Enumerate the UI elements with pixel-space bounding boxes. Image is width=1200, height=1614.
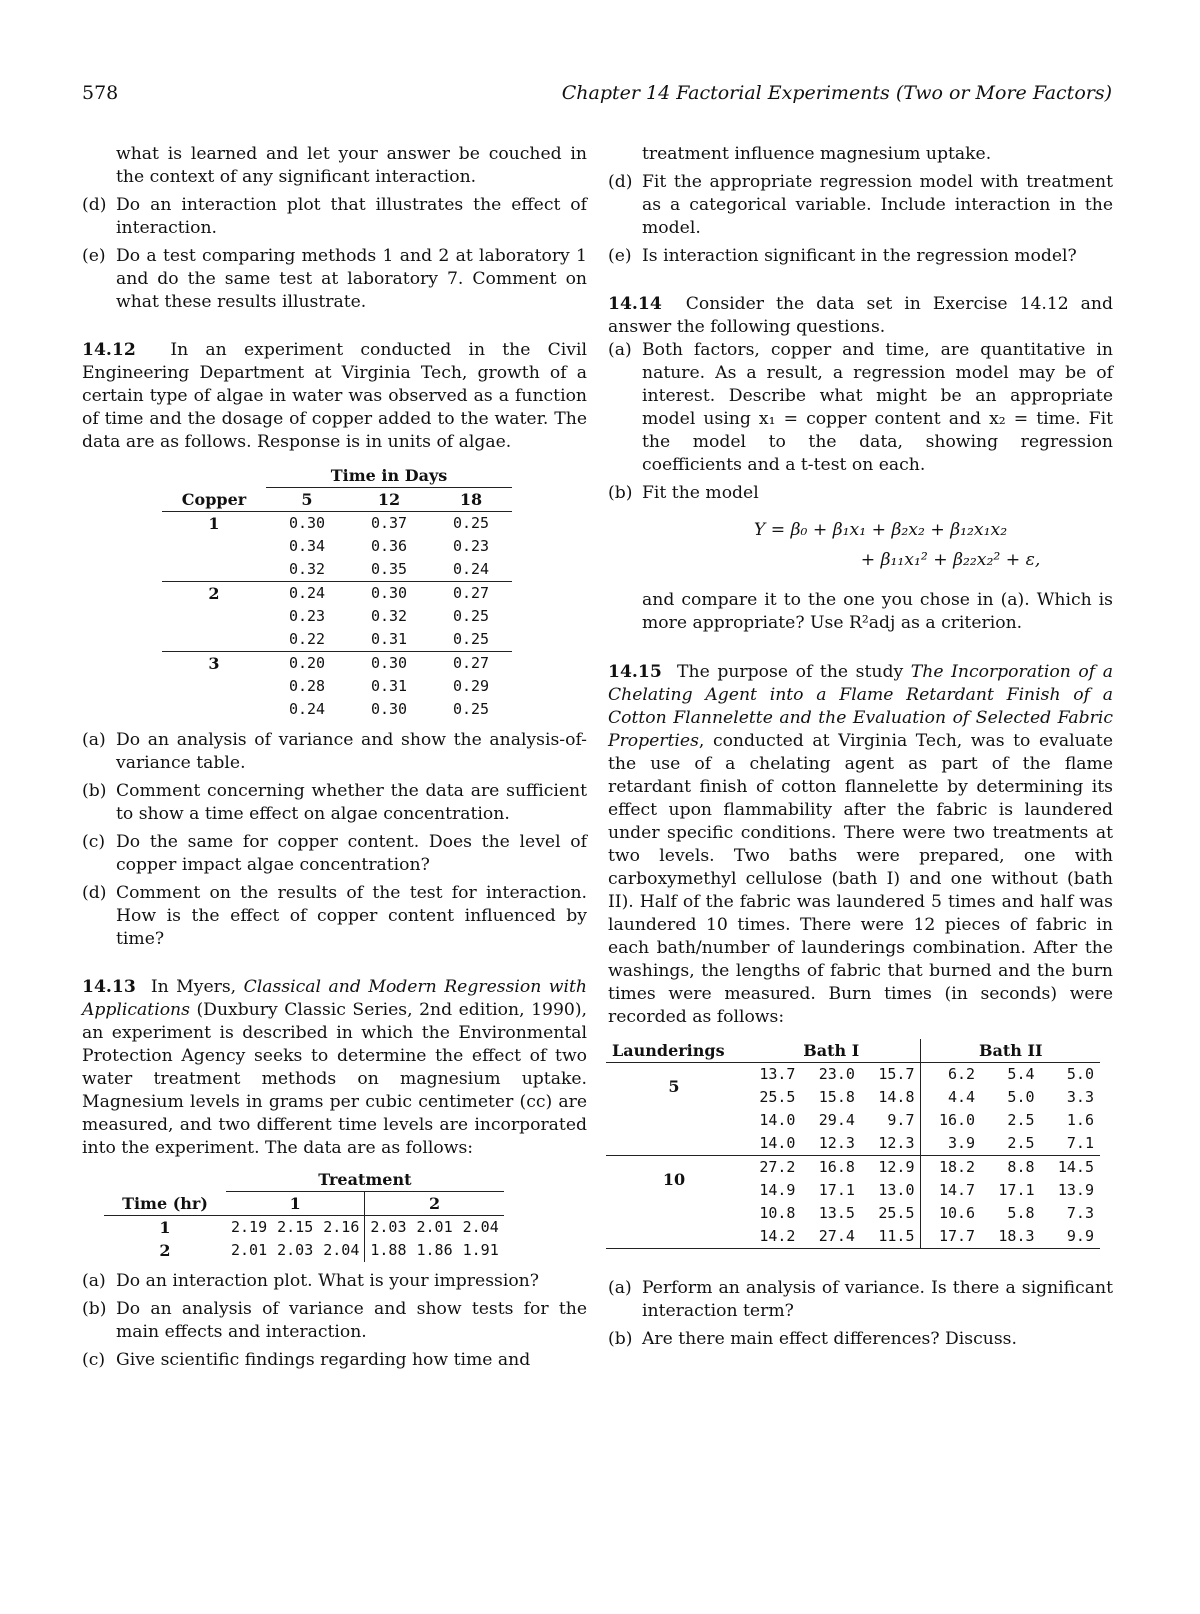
equation-line-1: Y = β₀ + β₁x₁ + β₂x₂ + β₁₂x₁x₂ xyxy=(753,520,1008,540)
table-cell: 2.03 xyxy=(277,1241,314,1259)
table-cell: 12.3 xyxy=(878,1134,915,1152)
table-cell: 25.5 xyxy=(878,1204,915,1222)
magnesium-table xyxy=(104,1168,504,1262)
table-cell: 5.0 xyxy=(1007,1088,1035,1106)
continued-text: treatment influence magnesium uptake. xyxy=(642,144,992,164)
table-cell: 0.30 xyxy=(288,514,326,532)
table-row xyxy=(162,605,512,628)
item-text: Fit the model xyxy=(642,483,759,503)
table-row xyxy=(162,558,512,582)
table-group-header: Time in Days xyxy=(266,464,512,488)
table-group-header: Treatment xyxy=(226,1168,504,1192)
list-item xyxy=(608,1277,1113,1323)
table-cell: 2.04 xyxy=(323,1241,360,1259)
table-cell: 1.91 xyxy=(462,1241,499,1259)
item-label: (b) xyxy=(82,1299,107,1319)
table-row-header: Time (hr) xyxy=(122,1193,208,1213)
table-cell: 14.2 xyxy=(759,1227,796,1245)
list-item xyxy=(82,245,587,314)
list-item xyxy=(608,1328,1113,1351)
table-row xyxy=(162,535,512,558)
table-cell: 18.2 xyxy=(921,1156,981,1180)
list-item xyxy=(82,1298,587,1344)
group-label: 5 xyxy=(668,1076,680,1096)
table-cell: 17.7 xyxy=(921,1225,981,1249)
table-cell: 11.5 xyxy=(878,1227,915,1245)
burn-times-table xyxy=(606,1039,1100,1249)
item-text: Do a test comparing methods 1 and 2 at laboratory 1 and do the same test at laboratory 7. Comment on what these results illustrate. xyxy=(116,246,587,312)
table-cell: 23.0 xyxy=(818,1065,855,1083)
table-cell: 0.23 xyxy=(288,607,326,625)
table-row xyxy=(162,652,512,676)
table-col-header: 5 xyxy=(301,490,313,509)
table-cell: 12.3 xyxy=(818,1134,855,1152)
table-cell: 5.0 xyxy=(1066,1065,1094,1083)
table-cell: 0.35 xyxy=(370,560,408,578)
table-col-header: 1 xyxy=(289,1194,301,1213)
table-row xyxy=(606,1063,1100,1087)
table-cell: 14.7 xyxy=(921,1179,981,1202)
table-cell: 25.5 xyxy=(759,1088,796,1106)
equation-line-2: + β₁₁x₁² + β₂₂x₂² + ε, xyxy=(860,550,1041,570)
item-label: (d) xyxy=(82,883,107,903)
table-cell: 0.27 xyxy=(430,652,512,676)
table-cell: 5.4 xyxy=(1007,1065,1035,1083)
table-cell: 1.86 xyxy=(416,1241,453,1259)
table-cell: 27.4 xyxy=(818,1227,855,1245)
item-text: Comment concerning whether the data are sufficient to show a time effect on algae concentration. xyxy=(116,781,587,824)
table-cell: 0.32 xyxy=(288,560,326,578)
table-row xyxy=(162,628,512,652)
exercise-14-13 xyxy=(82,976,587,1160)
table-row xyxy=(606,1132,1100,1156)
item-text: Do an analysis of variance and show the analysis-of-variance table. xyxy=(116,730,587,773)
table-cell: 13.5 xyxy=(818,1204,855,1222)
table-row xyxy=(162,698,512,721)
item-text: Fit the appropriate regression model with treatment as a categorical variable. Include interaction in the model. xyxy=(642,172,1113,238)
table-col-header: Bath II xyxy=(921,1039,1100,1063)
table-cell: 13.7 xyxy=(759,1065,796,1083)
exercise-number: 14.15 xyxy=(608,662,662,682)
table-cell: 10.8 xyxy=(759,1204,796,1222)
book-title: Classical and Modern Regression with Applications xyxy=(82,977,587,1020)
table-cell: 5.8 xyxy=(1007,1204,1035,1222)
table-cell: 0.20 xyxy=(266,652,348,676)
table-cell: 0.30 xyxy=(348,652,430,676)
table-cell: 10.6 xyxy=(921,1202,981,1225)
table-cell: 7.1 xyxy=(1066,1134,1094,1152)
table-cell: 14.8 xyxy=(878,1088,915,1106)
table-row xyxy=(104,1239,504,1262)
table-row xyxy=(162,675,512,698)
table-cell: 1.6 xyxy=(1066,1111,1094,1129)
list-item xyxy=(82,780,587,826)
item-text: Do an analysis of variance and show tests for the main effects and interaction. xyxy=(116,1299,587,1342)
table-cell: 17.1 xyxy=(818,1181,855,1199)
table-cell: 2.5 xyxy=(1007,1134,1035,1152)
table-cell: 0.28 xyxy=(288,677,326,695)
item-text: Comment on the results of the test for interaction. How is the effect of copper content influenced by time? xyxy=(116,883,587,949)
table-cell: 0.31 xyxy=(370,630,408,648)
table-cell: 0.24 xyxy=(266,582,348,606)
table-cell: 18.3 xyxy=(998,1227,1035,1245)
table-cell: 2.04 xyxy=(462,1218,499,1236)
table-cell: 13.0 xyxy=(878,1181,915,1199)
table-cell: 0.25 xyxy=(452,514,490,532)
table-cell: 0.32 xyxy=(370,607,408,625)
table-cell: 14.5 xyxy=(1057,1158,1094,1176)
group-label: 10 xyxy=(662,1169,686,1189)
list-item xyxy=(82,1349,587,1372)
exercise-14-15 xyxy=(608,661,1113,1029)
group-label: 1 xyxy=(208,514,220,533)
table-cell: 17.1 xyxy=(998,1181,1035,1199)
exercise-number: 14.13 xyxy=(82,977,136,997)
table-cell: 6.2 xyxy=(921,1063,981,1087)
table-row xyxy=(162,582,512,606)
item-label: (d) xyxy=(608,172,633,192)
table-cell: 2.19 xyxy=(231,1218,268,1236)
item-label: (e) xyxy=(82,246,106,266)
list-item xyxy=(82,831,587,877)
table-cell: 0.29 xyxy=(452,677,490,695)
table-cell: 9.7 xyxy=(887,1111,915,1129)
item-text: Perform an analysis of variance. Is there a significant interaction term? xyxy=(642,1278,1113,1321)
item-label: (a) xyxy=(608,1278,632,1298)
table-row-header: Copper xyxy=(181,489,247,509)
table-cell: 0.30 xyxy=(348,582,430,606)
exercise-text: In an experiment conducted in the Civil Engineering Department at Virginia Tech, growth of a certain type of algae in water was observed as a function of time and the dosage of copper added to the water. The data are as follows. Response is in units of algae. xyxy=(82,340,587,452)
item-label: (c) xyxy=(82,1350,106,1370)
chapter-title: Chapter 14 Factorial Experiments (Two or More Factors) xyxy=(561,82,1112,104)
table-col-header: 2 xyxy=(365,1192,504,1216)
item-label: (b) xyxy=(608,1329,633,1349)
exercise-14-12 xyxy=(82,339,587,454)
table-cell: 1.88 xyxy=(365,1239,412,1262)
table-cell: 14.9 xyxy=(759,1181,796,1199)
table-col-header: 18 xyxy=(459,490,483,509)
page-number: 578 xyxy=(82,82,119,104)
table-cell: 3.3 xyxy=(1066,1088,1094,1106)
exercise-text: , conducted at Virginia Tech, was to evaluate the use of a chelating agent as part of the flame retardant finish of cotton flannelette by determining its effect upon flammability after the fabric is laundered under specific conditions. There were two treatments at two levels. Two baths were prepared, one with carboxymethyl cellulose (bath I) and one without (bath II). Half of the fabric was laundered 5 times and half was laundered 10 times. There were 12 pieces of fabric in each bath/number of launderings combination. After the washings, the lengths of fabric that burned and the burn times were measured. Burn times (in seconds) were recorded as follows: xyxy=(608,731,1113,1027)
table-cell: 0.24 xyxy=(288,700,326,718)
table-cell: 2.16 xyxy=(323,1218,360,1236)
item-label: (b) xyxy=(608,483,633,503)
table-cell: 29.4 xyxy=(818,1111,855,1129)
item-label: (d) xyxy=(82,195,107,215)
table-cell: 0.30 xyxy=(370,700,408,718)
continued-text: what is learned and let your answer be couched in the context of any significant interaction. xyxy=(116,144,587,187)
group-label: 2 xyxy=(162,582,266,606)
list-item xyxy=(82,882,587,951)
item-label: (e) xyxy=(608,246,632,266)
table-col-header: Bath I xyxy=(803,1041,860,1060)
table-cell: 4.4 xyxy=(921,1086,981,1109)
table-cell: 0.24 xyxy=(452,560,490,578)
table-cell: 0.25 xyxy=(452,607,490,625)
table-cell: 0.22 xyxy=(288,630,326,648)
item-label: (a) xyxy=(608,340,632,360)
table-col-header: 12 xyxy=(377,490,401,509)
table-cell: 14.0 xyxy=(759,1111,796,1129)
table-cell: 15.8 xyxy=(818,1088,855,1106)
item-text: Do an interaction plot that illustrates the effect of interaction. xyxy=(116,195,587,238)
table-cell: 0.25 xyxy=(452,700,490,718)
table-cell: 12.9 xyxy=(878,1158,915,1176)
list-item xyxy=(608,482,1113,505)
table-cell: 0.23 xyxy=(452,537,490,555)
table-row xyxy=(606,1202,1100,1225)
exercise-number: 14.12 xyxy=(82,340,136,360)
item-label: (b) xyxy=(82,781,107,801)
table-cell: 2.03 xyxy=(365,1216,412,1240)
table-cell: 27.2 xyxy=(759,1158,796,1176)
exercise-text: Consider the data set in Exercise 14.12 and answer the following questions. xyxy=(608,294,1113,337)
table-cell: 0.36 xyxy=(370,537,408,555)
table-cell: 15.7 xyxy=(878,1065,915,1083)
table-cell: 0.27 xyxy=(430,582,512,606)
table-cell: 0.34 xyxy=(288,537,326,555)
regression-equation xyxy=(608,519,1113,579)
study-title: The Incorporation of a Chelating Agent into a Flame Retardant Finish of a Cotton Flannelette and the Evaluation of Selected Fabric Properties xyxy=(608,662,1113,751)
table-cell: 2.01 xyxy=(416,1218,453,1236)
exercise-text: The purpose of the study xyxy=(677,662,911,682)
table-cell: 16.8 xyxy=(818,1158,855,1176)
list-item xyxy=(82,729,587,775)
table-cell: 2.01 xyxy=(231,1241,268,1259)
algae-table xyxy=(162,464,512,721)
item-text: Do the same for copper content. Does the level of copper impact algae concentration? xyxy=(116,832,587,875)
row-label: 2 xyxy=(159,1241,171,1260)
table-cell: 13.9 xyxy=(1057,1181,1094,1199)
item-text: Both factors, copper and time, are quantitative in nature. As a result, a regression model may be of interest. Describe what might be an appropriate model using x₁ = copper content and x₂ = time. Fit the model to the data, showing regression coefficients and a t-test on each. xyxy=(642,340,1113,475)
list-item xyxy=(82,194,587,240)
list-item xyxy=(608,245,1113,268)
table-row-header: Launderings xyxy=(612,1041,725,1060)
exercise-text: In Myers, xyxy=(150,977,244,997)
group-label: 3 xyxy=(162,652,266,676)
table-cell: 2.5 xyxy=(1007,1111,1035,1129)
exercise-text: (Duxbury Classic Series, 2nd edition, 1990), an experiment is described in which the Environmental Protection Agency seeks to determine the effect of two water treatment methods on magnesium uptake. Magnesium levels in grams per cubic centimeter (cc) are measured, and two different time levels are incorporated into the experiment. The data are as follows: xyxy=(82,1000,587,1158)
item-text: Do an interaction plot. What is your impression? xyxy=(116,1271,539,1291)
right-column xyxy=(608,143,1113,1356)
item-text: Is interaction significant in the regression model? xyxy=(642,246,1077,266)
left-column xyxy=(82,143,587,1377)
item-label: (c) xyxy=(82,832,106,852)
exercise-number: 14.14 xyxy=(608,294,662,314)
table-row xyxy=(104,1216,504,1240)
row-label: 1 xyxy=(159,1218,171,1237)
after-equation-text: and compare it to the one you chose in (a). Which is more appropriate? Use R²adj as a criterion. xyxy=(642,590,1113,633)
table-cell: 0.37 xyxy=(370,514,408,532)
table-row xyxy=(606,1156,1100,1180)
table-cell: 16.0 xyxy=(921,1109,981,1132)
table-row xyxy=(162,512,512,536)
table-cell: 2.15 xyxy=(277,1218,314,1236)
item-label: (a) xyxy=(82,1271,106,1291)
table-cell: 0.25 xyxy=(452,630,490,648)
table-cell: 0.31 xyxy=(370,677,408,695)
list-item xyxy=(82,1270,587,1293)
table-cell: 14.0 xyxy=(759,1134,796,1152)
exercise-14-14 xyxy=(608,293,1113,339)
table-cell: 9.9 xyxy=(1066,1227,1094,1245)
table-cell: 3.9 xyxy=(921,1132,981,1156)
item-text: Are there main effect differences? Discuss. xyxy=(642,1329,1017,1349)
table-row xyxy=(606,1225,1100,1249)
table-cell: 7.3 xyxy=(1066,1204,1094,1222)
item-text: Give scientific findings regarding how time and xyxy=(116,1350,531,1370)
table-cell: 8.8 xyxy=(1007,1158,1035,1176)
list-item xyxy=(608,171,1113,240)
table-row xyxy=(606,1109,1100,1132)
page-header xyxy=(82,82,1112,112)
item-label: (a) xyxy=(82,730,106,750)
list-item xyxy=(608,339,1113,477)
